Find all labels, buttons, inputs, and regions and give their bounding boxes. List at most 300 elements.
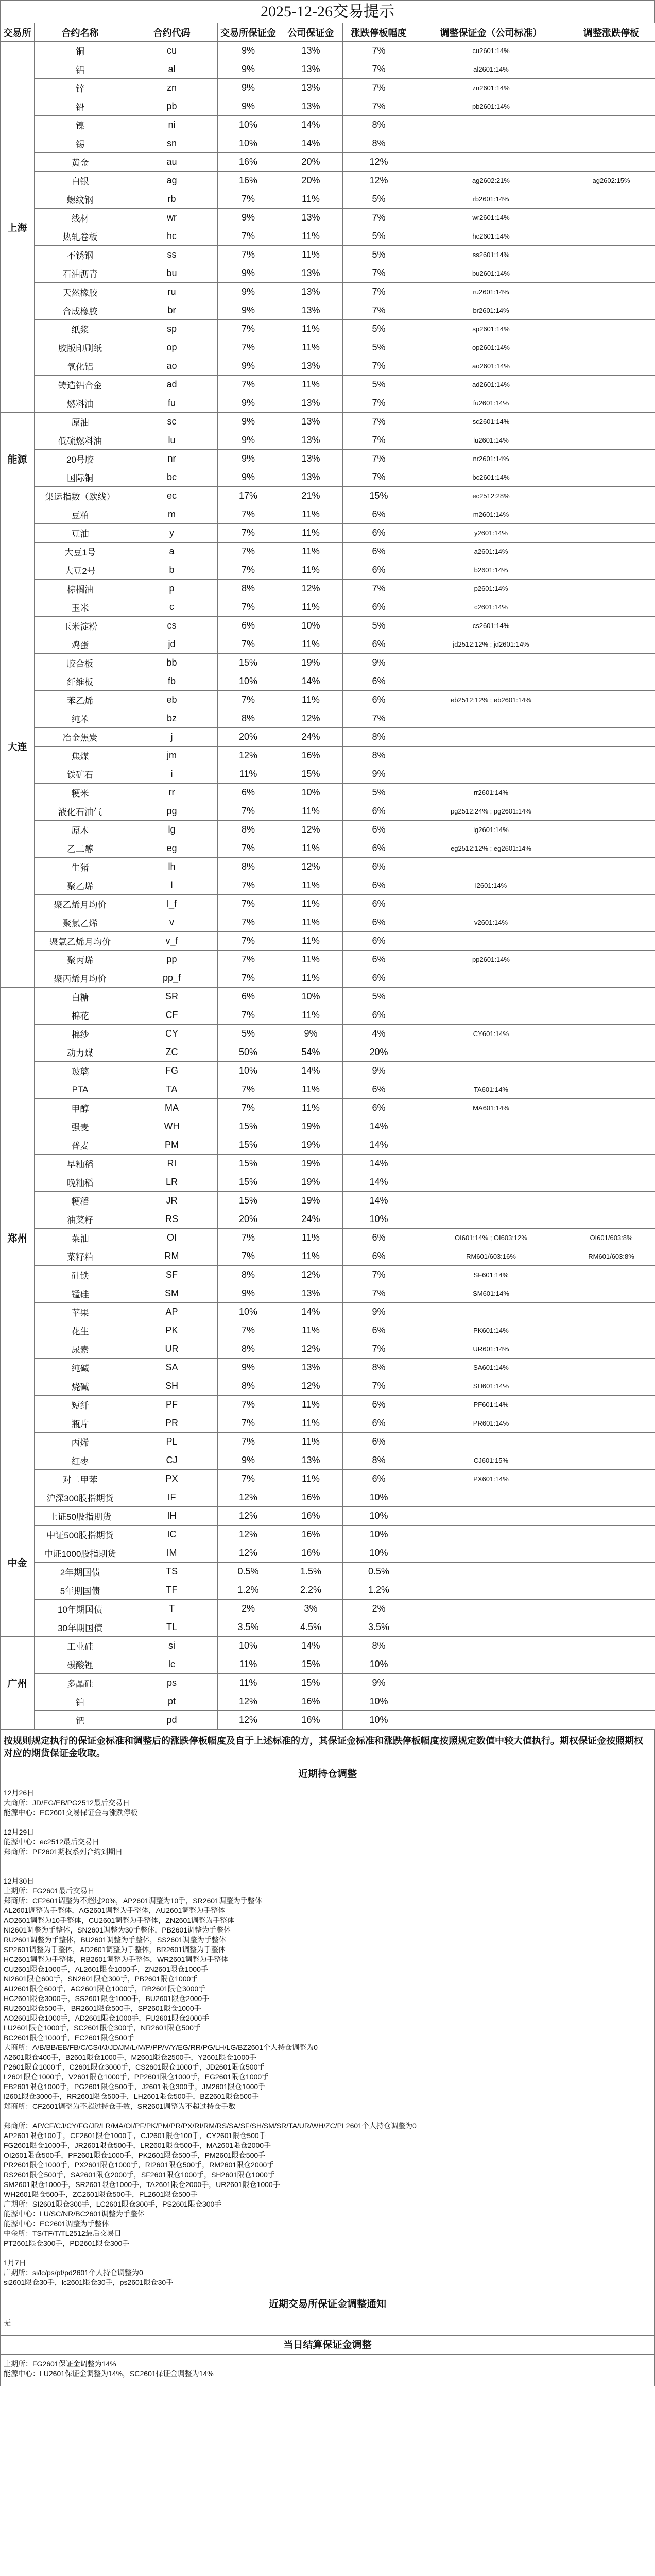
company-margin-cell: 11% (279, 598, 343, 617)
table-row (1, 1210, 655, 1229)
adjusted-margin-cell: sp2601:14% (415, 320, 567, 338)
price-limit-cell: 7% (343, 1340, 415, 1359)
contract-name-cell: 原油 (35, 413, 126, 431)
contract-code-cell: bz (126, 709, 218, 728)
contract-name-cell: 生猪 (35, 858, 126, 876)
adjusted-limit-cell (567, 598, 655, 617)
adjusted-margin-cell (415, 153, 567, 172)
price-limit-cell: 6% (343, 505, 415, 524)
table-row (1, 1062, 655, 1080)
table-row (1, 116, 655, 134)
contract-name-cell: 白糖 (35, 988, 126, 1006)
table-row (1, 246, 655, 264)
adjusted-limit-cell (567, 747, 655, 765)
company-margin-cell: 13% (279, 431, 343, 450)
table-row (1, 1581, 655, 1600)
price-limit-cell: 9% (343, 1303, 415, 1321)
header-adjusted-limit: 调整涨跌停板 (567, 23, 655, 42)
exchange-margin-cell: 12% (218, 1526, 279, 1544)
exchange-cell: 上海 (1, 42, 35, 413)
contract-code-cell: zn (126, 79, 218, 97)
company-margin-cell: 11% (279, 1080, 343, 1099)
adjusted-margin-cell (415, 1637, 567, 1655)
exchange-margin-cell: 6% (218, 617, 279, 635)
company-margin-cell: 11% (279, 1396, 343, 1414)
contract-name-cell: 锡 (35, 134, 126, 153)
exchange-margin-cell: 9% (218, 60, 279, 79)
adjusted-margin-cell (415, 1173, 567, 1192)
table-row (1, 709, 655, 728)
adjusted-limit-cell (567, 1284, 655, 1303)
table-row (1, 227, 655, 246)
adjusted-limit-cell (567, 60, 655, 79)
table-row (1, 1377, 655, 1396)
adjusted-limit-cell (567, 1581, 655, 1600)
contract-code-cell: br (126, 301, 218, 320)
adjusted-limit-cell (567, 1470, 655, 1488)
company-margin-cell: 11% (279, 951, 343, 969)
contract-code-cell: LR (126, 1173, 218, 1192)
exchange-margin-cell: 11% (218, 1674, 279, 1692)
company-margin-cell: 24% (279, 728, 343, 747)
table-row (1, 283, 655, 301)
adjusted-margin-cell (415, 1711, 567, 1730)
contract-name-cell: 瓶片 (35, 1414, 126, 1433)
exchange-margin-cell: 7% (218, 320, 279, 338)
contract-code-cell: FG (126, 1062, 218, 1080)
header-contract-code: 合约代码 (126, 23, 218, 42)
table-row (1, 1247, 655, 1266)
price-limit-cell: 14% (343, 1117, 415, 1136)
contract-code-cell: RS (126, 1210, 218, 1229)
contract-code-cell: au (126, 153, 218, 172)
table-row (1, 1637, 655, 1655)
adjusted-limit-cell (567, 468, 655, 487)
table-row (1, 97, 655, 116)
exchange-cell: 中金 (1, 1488, 35, 1637)
exchange-margin-cell: 7% (218, 524, 279, 543)
adjusted-margin-cell: lg2601:14% (415, 821, 567, 839)
adjusted-limit-cell (567, 246, 655, 264)
contract-name-cell: 铅 (35, 97, 126, 116)
contract-name-cell: 燃料油 (35, 394, 126, 413)
contract-code-cell: ZC (126, 1043, 218, 1062)
adjusted-limit-cell (567, 524, 655, 543)
exchange-cell: 大连 (1, 505, 35, 988)
exchange-margin-cell: 15% (218, 1173, 279, 1192)
table-row (1, 1321, 655, 1340)
price-limit-cell: 10% (343, 1711, 415, 1730)
contract-name-cell: 甲醇 (35, 1099, 126, 1117)
table-row (1, 691, 655, 709)
contract-name-cell: 鸡蛋 (35, 635, 126, 654)
adjusted-limit-cell (567, 839, 655, 858)
contract-code-cell: hc (126, 227, 218, 246)
adjusted-margin-cell (415, 1006, 567, 1025)
contract-name-cell: 镍 (35, 116, 126, 134)
adjusted-limit-cell (567, 1192, 655, 1210)
contract-code-cell: pp (126, 951, 218, 969)
adjusted-limit-cell (567, 1377, 655, 1396)
adjusted-limit-cell (567, 1507, 655, 1526)
adjusted-margin-cell (415, 1674, 567, 1692)
exchange-margin-cell: 20% (218, 1210, 279, 1229)
company-margin-cell: 15% (279, 1674, 343, 1692)
table-row (1, 79, 655, 97)
exchange-margin-cell: 10% (218, 1303, 279, 1321)
table-row (1, 209, 655, 227)
contract-name-cell: 纯碱 (35, 1359, 126, 1377)
company-margin-cell: 4.5% (279, 1618, 343, 1637)
table-row (1, 635, 655, 654)
contract-name-cell: 纸浆 (35, 320, 126, 338)
adjusted-margin-cell (415, 1155, 567, 1173)
exchange-margin-cell: 16% (218, 172, 279, 190)
adjusted-margin-cell: OI601:14% ; OI603:12% (415, 1229, 567, 1247)
section-body: 上期所：FG2601保证金调整为14% 能源中心：LU2601保证金调整为14%，SC2601保证金调整为14% (0, 2355, 655, 2386)
adjusted-limit-cell (567, 580, 655, 598)
contract-name-cell: PTA (35, 1080, 126, 1099)
company-margin-cell: 11% (279, 1433, 343, 1451)
company-margin-cell: 1.5% (279, 1563, 343, 1581)
adjusted-margin-cell: ec2512:28% (415, 487, 567, 505)
adjusted-limit-cell (567, 1099, 655, 1117)
price-limit-cell: 7% (343, 709, 415, 728)
price-limit-cell: 7% (343, 264, 415, 283)
exchange-margin-cell: 7% (218, 1414, 279, 1433)
contract-code-cell: pd (126, 1711, 218, 1730)
table-row (1, 1117, 655, 1136)
contract-code-cell: IC (126, 1526, 218, 1544)
adjusted-margin-cell: wr2601:14% (415, 209, 567, 227)
adjusted-limit-cell (567, 1321, 655, 1340)
contract-code-cell: PM (126, 1136, 218, 1155)
exchange-margin-cell: 7% (218, 1006, 279, 1025)
adjusted-limit-cell (567, 858, 655, 876)
header-adjusted-margin: 调整保证金（公司标准） (415, 23, 567, 42)
adjusted-margin-cell (415, 1136, 567, 1155)
table-row (1, 468, 655, 487)
exchange-margin-cell: 11% (218, 1655, 279, 1674)
exchange-margin-cell: 7% (218, 598, 279, 617)
contract-name-cell: 冶金焦炭 (35, 728, 126, 747)
contract-code-cell: TF (126, 1581, 218, 1600)
contract-name-cell: 纯苯 (35, 709, 126, 728)
exchange-margin-cell: 10% (218, 134, 279, 153)
company-margin-cell: 16% (279, 1526, 343, 1544)
price-limit-cell: 8% (343, 1451, 415, 1470)
contract-code-cell: MA (126, 1099, 218, 1117)
exchange-margin-cell: 12% (218, 1692, 279, 1711)
section-title: 近期交易所保证金调整通知 (0, 2295, 655, 2314)
contract-name-cell: 菜油 (35, 1229, 126, 1247)
adjusted-margin-cell: pp2601:14% (415, 951, 567, 969)
page-title: 2025-12-26交易提示 (0, 0, 655, 23)
price-limit-cell: 7% (343, 79, 415, 97)
contract-code-cell: wr (126, 209, 218, 227)
contract-name-cell: 30年期国债 (35, 1618, 126, 1637)
company-margin-cell: 16% (279, 1488, 343, 1507)
adjusted-limit-cell (567, 42, 655, 60)
adjusted-margin-cell: v2601:14% (415, 913, 567, 932)
company-margin-cell: 19% (279, 1117, 343, 1136)
adjusted-margin-cell: ss2601:14% (415, 246, 567, 264)
exchange-margin-cell: 7% (218, 246, 279, 264)
table-row (1, 1136, 655, 1155)
contract-code-cell: JR (126, 1192, 218, 1210)
company-margin-cell: 13% (279, 468, 343, 487)
company-margin-cell: 10% (279, 988, 343, 1006)
price-limit-cell: 6% (343, 561, 415, 580)
exchange-margin-cell: 7% (218, 1433, 279, 1451)
exchange-margin-cell: 9% (218, 97, 279, 116)
adjusted-margin-cell (415, 1117, 567, 1136)
contract-code-cell: ru (126, 283, 218, 301)
contract-name-cell: 豆粕 (35, 505, 126, 524)
contract-name-cell: 玉米淀粉 (35, 617, 126, 635)
adjusted-limit-cell (567, 895, 655, 913)
exchange-margin-cell: 9% (218, 209, 279, 227)
company-margin-cell: 12% (279, 858, 343, 876)
contract-code-cell: v (126, 913, 218, 932)
adjusted-margin-cell: m2601:14% (415, 505, 567, 524)
exchange-margin-cell: 10% (218, 672, 279, 691)
contract-name-cell: 钯 (35, 1711, 126, 1730)
adjusted-margin-cell: MA601:14% (415, 1099, 567, 1117)
table-row (1, 60, 655, 79)
exchange-margin-cell: 2% (218, 1600, 279, 1618)
contract-name-cell: 低硫燃料油 (35, 431, 126, 450)
table-row (1, 357, 655, 376)
section-title: 当日结算保证金调整 (0, 2335, 655, 2355)
contract-code-cell: v_f (126, 932, 218, 951)
contract-code-cell: ao (126, 357, 218, 376)
section-body: 无 (0, 2314, 655, 2335)
adjusted-margin-cell: b2601:14% (415, 561, 567, 580)
exchange-margin-cell: 12% (218, 1544, 279, 1563)
adjusted-margin-cell (415, 1210, 567, 1229)
header-contract-name: 合约名称 (35, 23, 126, 42)
table-body (1, 42, 655, 1730)
adjusted-margin-cell (415, 1563, 567, 1581)
price-limit-cell: 14% (343, 1155, 415, 1173)
price-limit-cell: 12% (343, 153, 415, 172)
company-margin-cell: 11% (279, 802, 343, 821)
exchange-margin-cell: 8% (218, 858, 279, 876)
price-limit-cell: 6% (343, 802, 415, 821)
price-limit-cell: 14% (343, 1136, 415, 1155)
company-margin-cell: 13% (279, 1284, 343, 1303)
company-margin-cell: 16% (279, 1544, 343, 1563)
price-limit-cell: 5% (343, 320, 415, 338)
adjusted-limit-cell (567, 153, 655, 172)
company-margin-cell: 9% (279, 1025, 343, 1043)
exchange-margin-cell: 12% (218, 1507, 279, 1526)
contract-name-cell: 大豆2号 (35, 561, 126, 580)
contract-name-cell: 花生 (35, 1321, 126, 1340)
contract-code-cell: pt (126, 1692, 218, 1711)
adjusted-limit-cell (567, 1563, 655, 1581)
exchange-margin-cell: 8% (218, 580, 279, 598)
contract-code-cell: p (126, 580, 218, 598)
header-price-limit: 涨跌停板幅度 (343, 23, 415, 42)
table-row (1, 951, 655, 969)
price-limit-cell: 7% (343, 413, 415, 431)
company-margin-cell: 14% (279, 116, 343, 134)
company-margin-cell: 12% (279, 580, 343, 598)
table-row (1, 1080, 655, 1099)
exchange-margin-cell: 7% (218, 802, 279, 821)
contract-code-cell: PR (126, 1414, 218, 1433)
adjusted-limit-cell (567, 1618, 655, 1637)
exchange-margin-cell: 6% (218, 784, 279, 802)
company-margin-cell: 19% (279, 1155, 343, 1173)
company-margin-cell: 13% (279, 264, 343, 283)
table-row (1, 264, 655, 283)
contract-code-cell: j (126, 728, 218, 747)
exchange-margin-cell: 10% (218, 116, 279, 134)
table-row (1, 1618, 655, 1637)
margin-note: 按规则规定执行的保证金标准和调整后的涨跌停板幅度及自于上述标准的方，其保证金标准和涨跌停板幅度按照规定数值中较大值执行。期权保证金按照期权对应的期货保证金收取。 (0, 1730, 655, 1765)
contract-name-cell: 普麦 (35, 1136, 126, 1155)
contract-name-cell: 白银 (35, 172, 126, 190)
exchange-margin-cell: 7% (218, 1080, 279, 1099)
adjusted-margin-cell: hc2601:14% (415, 227, 567, 246)
contract-code-cell: i (126, 765, 218, 784)
adjusted-margin-cell: a2601:14% (415, 543, 567, 561)
price-limit-cell: 6% (343, 672, 415, 691)
contract-code-cell: ps (126, 1674, 218, 1692)
contract-name-cell: 铂 (35, 1692, 126, 1711)
adjusted-margin-cell: SH601:14% (415, 1377, 567, 1396)
adjusted-margin-cell: PK601:14% (415, 1321, 567, 1340)
adjusted-margin-cell (415, 1655, 567, 1674)
company-margin-cell: 15% (279, 1655, 343, 1674)
exchange-margin-cell: 7% (218, 932, 279, 951)
exchange-margin-cell: 7% (218, 839, 279, 858)
contract-code-cell: bc (126, 468, 218, 487)
contract-name-cell: 棕榈油 (35, 580, 126, 598)
adjusted-limit-cell (567, 1692, 655, 1711)
contract-code-cell: sn (126, 134, 218, 153)
contract-name-cell: 2年期国债 (35, 1563, 126, 1581)
exchange-margin-cell: 7% (218, 1229, 279, 1247)
adjusted-margin-cell: eb2512:12% ; eb2601:14% (415, 691, 567, 709)
contract-name-cell: 黄金 (35, 153, 126, 172)
price-limit-cell: 4% (343, 1025, 415, 1043)
company-margin-cell: 11% (279, 246, 343, 264)
contract-code-cell: ss (126, 246, 218, 264)
company-margin-cell: 24% (279, 1210, 343, 1229)
adjusted-limit-cell (567, 709, 655, 728)
price-limit-cell: 7% (343, 283, 415, 301)
contract-code-cell: op (126, 338, 218, 357)
contract-name-cell: 玻璃 (35, 1062, 126, 1080)
company-margin-cell: 11% (279, 227, 343, 246)
contract-code-cell: T (126, 1600, 218, 1618)
exchange-margin-cell: 1.2% (218, 1581, 279, 1600)
adjusted-limit-cell (567, 1303, 655, 1321)
contract-code-cell: UR (126, 1340, 218, 1359)
table-row (1, 153, 655, 172)
price-limit-cell: 5% (343, 227, 415, 246)
adjusted-limit-cell (567, 134, 655, 153)
contract-name-cell: 强麦 (35, 1117, 126, 1136)
contract-code-cell: cs (126, 617, 218, 635)
contract-code-cell: m (126, 505, 218, 524)
company-margin-cell: 11% (279, 691, 343, 709)
price-limit-cell: 5% (343, 617, 415, 635)
exchange-margin-cell: 7% (218, 1321, 279, 1340)
table-row (1, 969, 655, 988)
contract-name-cell: 苯乙烯 (35, 691, 126, 709)
contract-code-cell: SA (126, 1359, 218, 1377)
contract-code-cell: PX (126, 1470, 218, 1488)
company-margin-cell: 11% (279, 320, 343, 338)
adjusted-limit-cell (567, 1173, 655, 1192)
table-row (1, 580, 655, 598)
adjusted-margin-cell: p2601:14% (415, 580, 567, 598)
price-limit-cell: 10% (343, 1692, 415, 1711)
adjusted-limit-cell (567, 617, 655, 635)
exchange-margin-cell: 7% (218, 561, 279, 580)
adjusted-margin-cell: ao2601:14% (415, 357, 567, 376)
adjusted-margin-cell: cu2601:14% (415, 42, 567, 60)
adjusted-margin-cell: SM601:14% (415, 1284, 567, 1303)
price-limit-cell: 7% (343, 580, 415, 598)
exchange-margin-cell: 7% (218, 969, 279, 988)
price-limit-cell: 6% (343, 1099, 415, 1117)
adjusted-limit-cell (567, 320, 655, 338)
adjusted-limit-cell (567, 1080, 655, 1099)
adjusted-limit-cell (567, 969, 655, 988)
table-row (1, 338, 655, 357)
company-margin-cell: 11% (279, 524, 343, 543)
table-row (1, 1396, 655, 1414)
adjusted-limit-cell (567, 264, 655, 283)
price-limit-cell: 1.2% (343, 1581, 415, 1600)
contract-code-cell: PK (126, 1321, 218, 1340)
company-margin-cell: 10% (279, 617, 343, 635)
contract-name-cell: 聚乙烯月均价 (35, 895, 126, 913)
table-row (1, 505, 655, 524)
margin-table (0, 23, 655, 1730)
contract-name-cell: 工业硅 (35, 1637, 126, 1655)
contract-code-cell: SH (126, 1377, 218, 1396)
exchange-margin-cell: 9% (218, 450, 279, 468)
company-margin-cell: 19% (279, 1173, 343, 1192)
company-margin-cell: 13% (279, 394, 343, 413)
company-margin-cell: 16% (279, 747, 343, 765)
price-limit-cell: 6% (343, 1321, 415, 1340)
price-limit-cell: 7% (343, 450, 415, 468)
contract-code-cell: pp_f (126, 969, 218, 988)
company-margin-cell: 11% (279, 876, 343, 895)
adjusted-limit-cell (567, 821, 655, 839)
table-row (1, 1284, 655, 1303)
price-limit-cell: 5% (343, 988, 415, 1006)
price-limit-cell: 6% (343, 858, 415, 876)
exchange-margin-cell: 12% (218, 747, 279, 765)
table-row (1, 839, 655, 858)
adjusted-margin-cell: cs2601:14% (415, 617, 567, 635)
company-margin-cell: 13% (279, 357, 343, 376)
exchange-margin-cell: 8% (218, 1340, 279, 1359)
company-margin-cell: 11% (279, 839, 343, 858)
contract-name-cell: 国际铜 (35, 468, 126, 487)
exchange-margin-cell: 10% (218, 1637, 279, 1655)
exchange-cell: 能源 (1, 413, 35, 505)
